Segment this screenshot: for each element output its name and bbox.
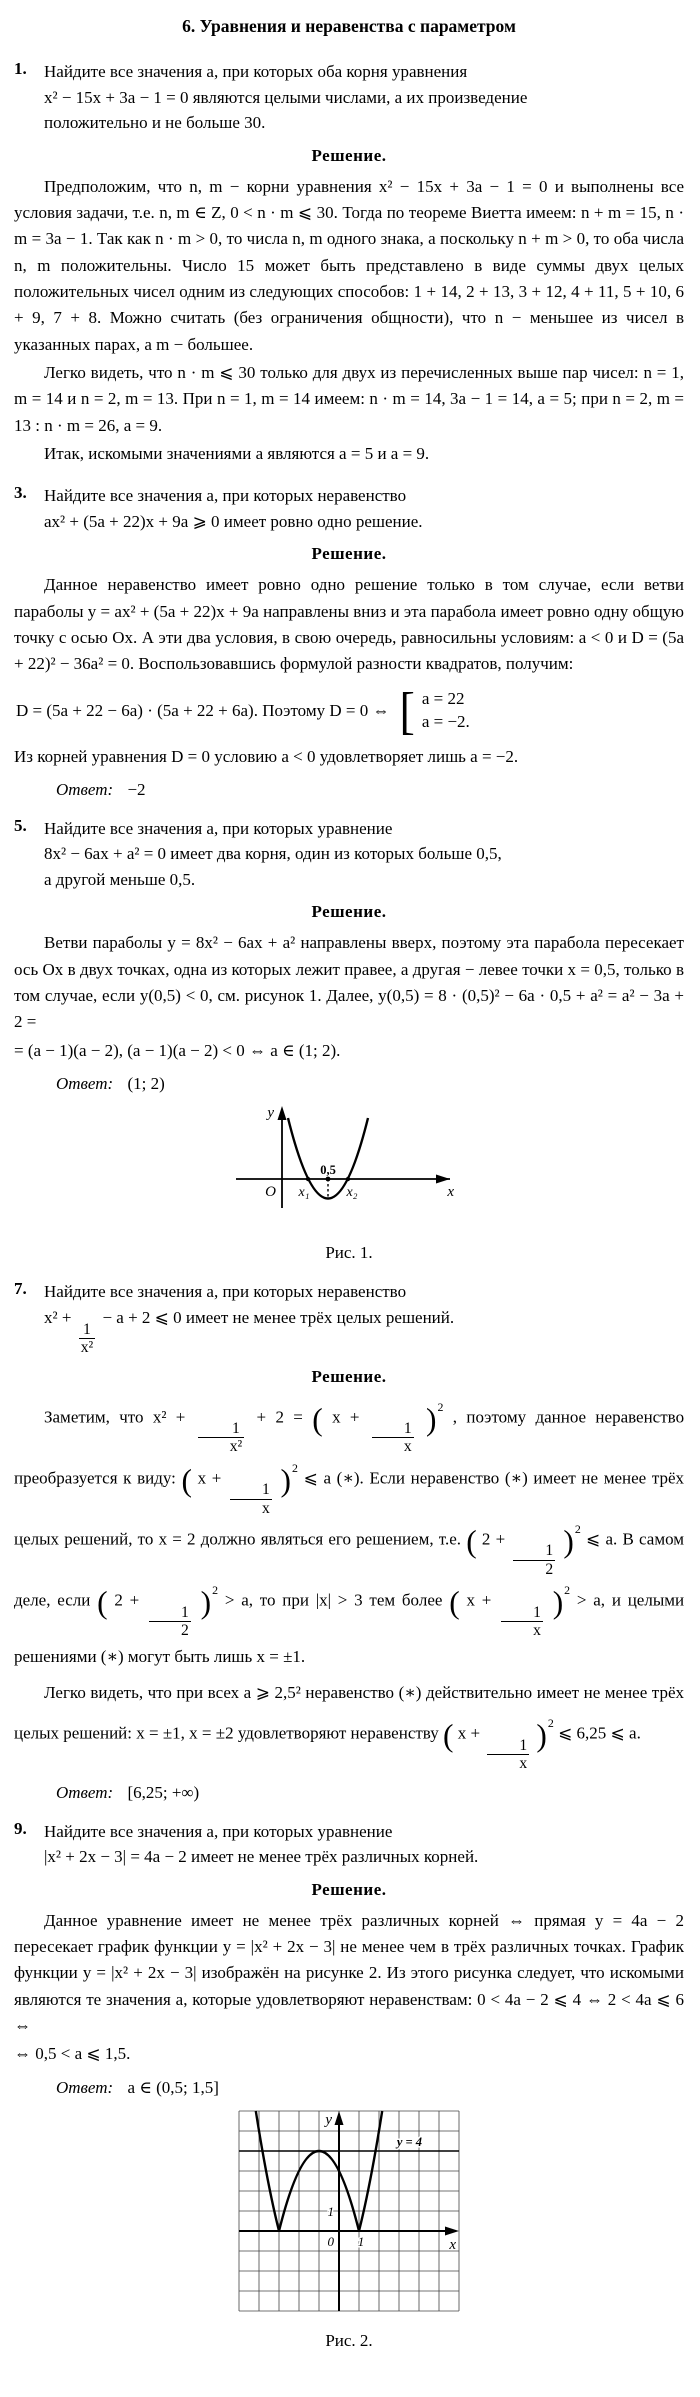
root-x1-label: x₁ <box>298 1185 310 1201</box>
left-paren: ( <box>312 1401 323 1437</box>
answer-label: Ответ: <box>56 779 114 799</box>
problem-3-statement-text <box>44 483 684 534</box>
solution-continuation-line: ⇔ 0,5 < a ⩽ 1,5. <box>14 2044 131 2064</box>
left-paren: ( <box>97 1585 108 1621</box>
math-segment: − a + 2 ⩽ 0 имеет не менее трёх целых решений. <box>102 1307 455 1327</box>
statement-line: положительно и не больше 30. <box>44 113 266 132</box>
math-segment: , поэтому данное неравенство преобразуется к виду: <box>14 1406 685 1488</box>
left-paren: ( <box>466 1523 477 1559</box>
solution-continuation-line: = (a − 1)(a − 2), (a − 1)(a − 2) < 0 ⇔ a ∈ (1; 2). <box>14 1040 341 1060</box>
fraction-denominator: x <box>487 1754 529 1773</box>
answer-label: Ответ: <box>56 1074 114 1094</box>
equation-text: D = (5a + 22 − 6a) · (5a + 22 + 6a). Поэтому D = 0 ⇔ <box>16 700 390 720</box>
display-equation <box>16 681 684 739</box>
right-paren: ) <box>552 1585 564 1621</box>
problem-3 <box>14 483 684 800</box>
problem-1 <box>14 59 684 467</box>
statement-line: x² − 15x + 3a − 1 = 0 являются целыми числами, а их произведение <box>44 87 528 107</box>
solution-paragraph: Данное неравенство имеет ровно одно решение только в том случае, если ветви параболы y = ax² + (5a + 22)x + 9a направлены вниз и эта парабола имеет ровно одну общую точку с осью Ox. А эти два условия, в свою очередь, равносильны условиям: a < 0 и D = (5a + 22)² − 36a² = 0. Воспользовавшись формулой разности квадратов, получим: <box>14 575 684 674</box>
fraction-numerator: 1 <box>262 1481 270 1499</box>
problem-7-statement-text <box>44 1279 684 1356</box>
fraction <box>513 1542 555 1578</box>
right-paren: ) <box>536 1718 547 1754</box>
problem-1-statement-text <box>44 59 684 136</box>
solution-paragraph: Легко видеть, что n · m ⩽ 30 только для двух из перечисленных выше пар чисел: n = 1, m = 14 и n = 2, m = 13. При n = 1, m = 14 имеем: n · m = 14, 3a − 1 = 14, a = 5; при n = 2, m = 13 : n · m = 26, a = 9. <box>14 362 684 435</box>
fraction <box>198 1420 245 1456</box>
root-x2-dot <box>346 1177 350 1181</box>
math-segment: + 2 = <box>256 1406 303 1426</box>
statement-line: Найдите все значения a, при которых уравнение <box>44 818 393 838</box>
left-paren: ( <box>442 1718 454 1754</box>
math-segment: ⩽ 6,25 ⩽ a. <box>558 1723 641 1743</box>
case-line: a = 22 <box>421 688 465 708</box>
answer-value: a ∈ (0,5; 1,5] <box>127 2077 219 2097</box>
problem-3-statement <box>14 483 684 534</box>
grid-lines <box>239 2111 459 2311</box>
statement-line: а другой меньше 0,5. <box>44 869 196 889</box>
left-bracket-glyph: [ <box>399 681 415 739</box>
statement-line: Найдите все значения a, при которых неравенство <box>44 1282 407 1302</box>
answer-label: Ответ: <box>56 1782 114 1802</box>
fraction-denominator: x² <box>80 1339 94 1357</box>
fraction-numerator: 1 <box>533 1603 541 1621</box>
figure-1-plot <box>224 1104 474 1226</box>
fraction-numerator: 1 <box>181 1603 189 1621</box>
fraction-denominator: 2 <box>513 1560 555 1579</box>
problem-9-statement-text <box>44 1819 684 1870</box>
problem-7-number: 7. <box>14 1279 27 1299</box>
statement-line: |x² + 2x − 3| = 4a − 2 имеет не менее трёх различных корней. <box>44 1847 479 1867</box>
statement-math-line <box>44 1305 684 1357</box>
solution-heading: Решение. <box>311 1366 387 1386</box>
root-x2-label: x₂ <box>346 1185 358 1201</box>
math-segment: x + <box>332 1406 360 1426</box>
math-segment: Заметим, что x² + <box>44 1406 186 1426</box>
problem-5 <box>14 816 684 1263</box>
math-segment: ⩽ a. В самом деле, если <box>14 1529 685 1610</box>
line-y4-label: y = 4 <box>396 2134 422 2149</box>
figure-1 <box>14 1104 684 1263</box>
statement-line: 8x² − 6ax + a² = 0 имеет два корня, один из которых больше 0,5, <box>44 844 502 864</box>
problem-5-statement-text <box>44 816 684 893</box>
cases-stack <box>422 688 470 734</box>
problem-1-number: 1. <box>14 59 27 78</box>
figure-1-caption: Рис. 1. <box>325 1243 373 1263</box>
y-axis-arrow <box>278 1106 287 1120</box>
math-segment: ⩽ a (∗). Если неравенство (∗) имеет не менее трёх целых решений, то x = 2 должно являться его решением, т.е. <box>14 1468 685 1549</box>
answer-value: −2 <box>127 779 146 799</box>
figure-2-plot <box>236 2108 462 2314</box>
origin-label: O <box>265 1184 276 1201</box>
math-segment: x² + <box>44 1307 72 1327</box>
math-segment: > a, и целыми решениями (∗) могут быть лишь x = ±1. <box>14 1590 685 1666</box>
answer-line <box>56 780 684 800</box>
squared-exponent: 2 <box>564 1583 571 1598</box>
problem-5-statement <box>14 816 684 893</box>
statement-line: Найдите все значения a, при которых неравенство <box>44 486 407 506</box>
right-paren: ) <box>280 1462 291 1498</box>
fraction-numerator: 1 <box>232 1419 240 1437</box>
squared-exponent: 2 <box>574 1522 581 1537</box>
solution-paragraph: Данное уравнение имеет не менее трёх различных корней ⇔ прямая y = 4a − 2 пересекает график функции y = |x² + 2x − 3| не менее чем в трёх различных точках. График функции y = |x² + 2x − 3| изображён на рисунке 2. Из этого рисунка следует, что искомыми являются те значения a, которые удовлетворяют неравенствам: 0 < 4a − 2 ⩽ 4 ⇔ 2 < 4a ⩽ 6 ⇔ <box>14 1910 684 2035</box>
squared-exponent: 2 <box>547 1716 554 1731</box>
math-segment: Легко видеть, что при всех a ⩾ 2,5² неравенство (∗) действительно имеет не менее трёх целых решений: x = ±1, x = ±2 удовлетворяют неравенству <box>14 1683 684 1743</box>
squared-exponent: 2 <box>291 1460 298 1475</box>
problem-9 <box>14 1819 684 2351</box>
solution-paragraph <box>14 1676 684 1772</box>
problem-9-number: 9. <box>14 1818 27 1838</box>
fraction-denominator: 2 <box>149 1621 191 1640</box>
solution-paragraph: Итак, искомыми значениями a являются a = 5 и a = 9. <box>44 443 430 463</box>
case-line: a = −2. <box>421 711 470 731</box>
answer-label: Ответ: <box>56 2077 114 2097</box>
answer-line <box>56 1783 684 1803</box>
y-axis-label: y <box>325 2111 332 2128</box>
solution-paragraph: Ветви параболы y = 8x² − 6ax + a² направлены вверх, поэтому эта парабола пересекает ось Ox в двух точках, одна из которых лежит правее, а другая − левее точки x = 0,5, только в том случае, если y(0,5) < 0, см. рисунок 1. Далее, y(0,5) = 8 · (0,5)² − 6a · 0,5 + a² = a² − 3a + 2 = <box>14 933 684 1032</box>
fraction-denominator: x <box>230 1499 272 1518</box>
left-paren: ( <box>181 1462 192 1498</box>
math-segment: > a, то при |x| > 3 тем более <box>224 1590 443 1610</box>
fraction <box>79 1321 96 1357</box>
fraction <box>372 1420 414 1456</box>
problem-7 <box>14 1279 684 1802</box>
squared-exponent: 2 <box>437 1399 444 1414</box>
fraction-numerator: 1 <box>545 1542 554 1560</box>
cases-bracket <box>399 681 470 739</box>
x-axis-arrow <box>445 2226 459 2235</box>
fraction <box>487 1737 529 1773</box>
solution-heading: Решение. <box>311 145 387 165</box>
statement-line: Найдите все значения a, при которых уравнение <box>44 1821 393 1841</box>
x-axis-label: x <box>447 1184 454 1201</box>
solution-heading: Решение. <box>311 1879 387 1899</box>
fraction <box>230 1481 272 1517</box>
math-segment: 2 + <box>114 1590 140 1610</box>
x-axis-label: x <box>449 2236 456 2253</box>
origin-label: 0 <box>327 2233 334 2249</box>
half-point-dot <box>326 1177 331 1182</box>
statement-line: Найдите все значения a, при которых оба корня уравнения <box>44 62 468 81</box>
squared-exponent: 2 <box>212 1583 219 1598</box>
solution-paragraph: Предположим, что n, m − корни уравнения x² − 15x + 3a − 1 = 0 и выполнены все условия задачи, т.е. n, m ∈ Z, 0 < n · m ⩽ 30. Тогда по теореме Виетта имеем: n + m = 15, n · m = 3a − 1. Так как n · m > 0, то числа n, m одного знака, а поскольку n + m > 0, то оба числа n, m положительны. Число 15 может быть представлено в виде суммы двух целых положительных чисел одним из следующих способов: 1 + 14, 2 + 13, 3 + 12, 4 + 11, 5 + 10, 6 + 9, 7 + 8. Можно считать (без ограничения общности), что n − меньшее из чисел в указанных парах, а m − большее. <box>14 176 684 354</box>
answer-line <box>56 1074 684 1094</box>
right-paren: ) <box>426 1401 437 1437</box>
problem-5-number: 5. <box>14 815 27 835</box>
solution-paragraph <box>14 1395 684 1675</box>
fraction-numerator: 1 <box>403 1419 412 1437</box>
figure-2-caption: Рис. 2. <box>325 2330 373 2350</box>
y-axis-arrow <box>335 2111 344 2125</box>
x-axis-arrow <box>436 1175 450 1184</box>
problem-9-statement <box>14 1819 684 1870</box>
answer-value: [6,25; +∞) <box>127 1782 200 1802</box>
half-tick-label: 0,5 <box>320 1163 336 1178</box>
statement-line: ax² + (5a + 22)x + 9a ⩾ 0 имеет ровно одно решение. <box>44 511 423 531</box>
fraction-denominator: x <box>501 1621 543 1640</box>
fraction-denominator: x² <box>198 1437 245 1456</box>
solution-heading: Решение. <box>311 544 387 564</box>
math-segment: x + <box>457 1723 481 1743</box>
right-paren: ) <box>563 1523 574 1559</box>
problem-1-statement <box>14 59 684 136</box>
solution-heading: Решение. <box>311 902 387 922</box>
x-tick-1-label: 1 <box>357 2233 365 2249</box>
figure-2 <box>14 2108 684 2351</box>
math-segment: x + <box>466 1590 492 1610</box>
answer-line <box>56 2078 684 2098</box>
root-x1-dot <box>306 1177 310 1181</box>
left-paren: ( <box>449 1585 460 1621</box>
problem-3-number: 3. <box>14 483 27 503</box>
fraction-denominator: x <box>372 1437 414 1456</box>
fraction-numerator: 1 <box>83 1320 91 1338</box>
y-axis-label: y <box>267 1105 274 1122</box>
fraction <box>501 1604 543 1640</box>
fraction <box>149 1604 191 1640</box>
y-tick-1-label: 1 <box>327 2203 334 2219</box>
solution-paragraph: Из корней уравнения D = 0 условию a < 0 удовлетворяет лишь a = −2. <box>14 746 519 766</box>
problem-7-statement <box>14 1279 684 1356</box>
math-segment: 2 + <box>481 1529 506 1549</box>
fraction-numerator: 1 <box>519 1736 528 1754</box>
page-title: 6. Уравнения и неравенства с параметром <box>182 16 516 36</box>
answer-value: (1; 2) <box>127 1074 165 1094</box>
math-segment: x + <box>197 1468 222 1488</box>
right-paren: ) <box>200 1585 212 1621</box>
